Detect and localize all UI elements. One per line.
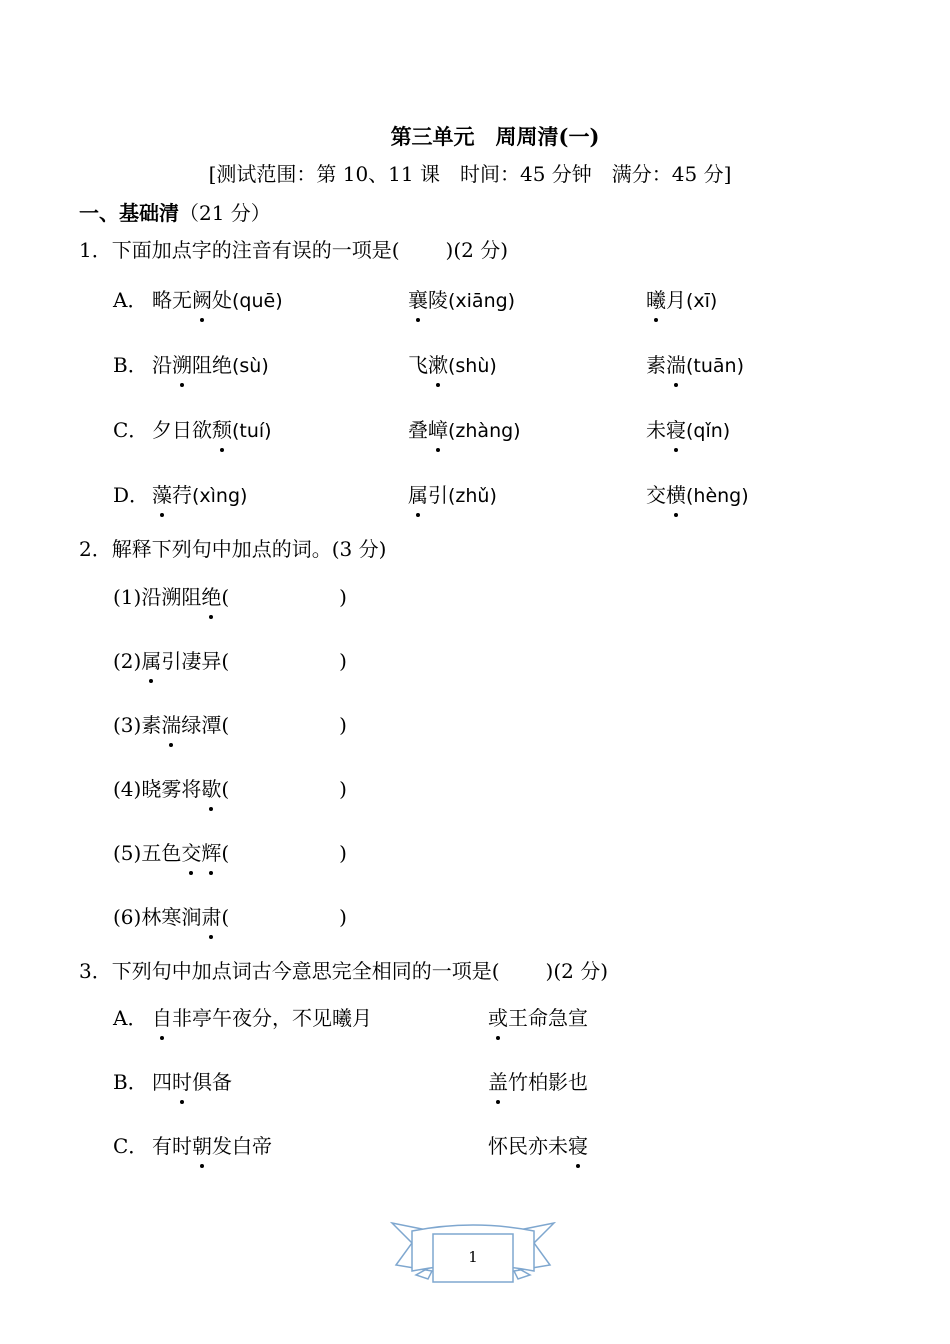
q1-option-b-item1: 沿溯阻绝(sù) <box>152 349 269 378</box>
q1-option-d-item1: 藻荇(xìng) <box>152 479 247 508</box>
q2-item-5: (5)五色交辉( ) <box>113 837 347 866</box>
question-1: 1．下面加点字的注音有误的一项是( )(2 分) <box>79 238 509 262</box>
q1-option-d-item3: 交横(hèng) <box>646 479 749 508</box>
q1-option-c-item1: 夕日欲颓(tuí) <box>152 414 272 443</box>
q3-option-b-left: 四时俱备 <box>152 1066 232 1095</box>
q3-option-c-left: 有时朝发白帝 <box>152 1130 272 1159</box>
q1-option-a-item3: 曦月(xī) <box>646 284 717 313</box>
section-heading: 一、基础清（21 分） <box>79 201 271 225</box>
question-2: 2．解释下列句中加点的词。(3 分) <box>79 537 387 561</box>
q1-option-c-item2: 叠嶂(zhàng) <box>408 414 521 443</box>
q3-option-b-label: B． <box>113 1070 148 1094</box>
q2-item-2: (2)属引凄异( ) <box>113 645 347 674</box>
q3-option-a-right: 或王命急宣 <box>488 1002 588 1031</box>
q1-option-a-item2: 襄陵(xiāng) <box>408 284 515 313</box>
q1-option-c-label: C． <box>113 418 149 442</box>
q1-option-b-item3: 素湍(tuān) <box>646 349 744 378</box>
q1-option-d-item2: 属引(zhǔ) <box>408 479 497 508</box>
q2-item-3: (3)素湍绿潭( ) <box>113 709 347 738</box>
q3-option-a-label: A． <box>113 1006 148 1030</box>
q1-option-b-label: B． <box>113 353 148 377</box>
q2-item-6: (6)林寒涧肃( ) <box>113 901 347 930</box>
q1-option-a-item1: 略无阙处(quē) <box>152 284 283 313</box>
q3-option-c-label: C． <box>113 1134 149 1158</box>
page-number: 1 <box>468 1248 478 1266</box>
q3-option-b-right: 盖竹柏影也 <box>488 1066 588 1095</box>
q2-item-1: (1)沿溯阻绝( ) <box>113 581 347 610</box>
q2-item-4: (4)晓雾将歇( ) <box>113 773 347 802</box>
q3-option-a-left: 自非亭午夜分，不见曦月 <box>152 1002 372 1031</box>
q1-option-d-label: D． <box>113 483 150 507</box>
question-3: 3．下列句中加点词古今意思完全相同的一项是( )(2 分) <box>79 959 609 983</box>
q1-option-c-item3: 未寝(qǐn) <box>646 414 730 443</box>
q1-option-a-label: A． <box>113 288 148 312</box>
test-scope: [测试范围：第 10、11 课 时间：45 分钟 满分：45 分] <box>208 162 732 186</box>
page-title: 第三单元 周周清(一) <box>390 124 600 149</box>
q3-option-c-right: 怀民亦未寝 <box>488 1130 588 1159</box>
q1-option-b-item2: 飞漱(shù) <box>408 349 497 378</box>
